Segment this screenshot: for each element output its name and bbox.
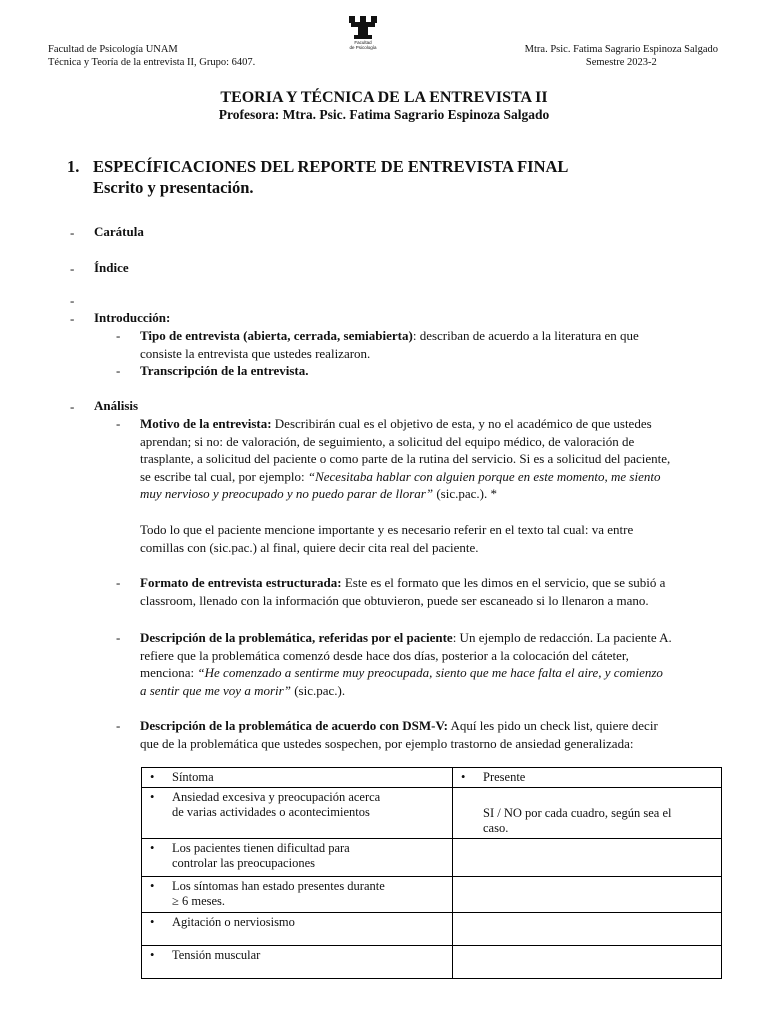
motivo-quote-1: “Necesitaba hablar con alguien porque en este momento, me siento	[307, 468, 661, 484]
desc-line4b: (sic.pac.).	[290, 682, 346, 698]
page-title: TEORIA Y TÉCNICA DE LA ENTREVISTA II	[220, 89, 548, 106]
section-title: ESPECÍFICACIONES DEL REPORTE DE ENTREVISTA FINAL	[93, 157, 569, 176]
sub-dash: -	[116, 630, 121, 645]
intro-tipo	[140, 327, 735, 362]
symptom-cell	[142, 839, 453, 877]
faculty-logo	[338, 16, 388, 56]
sub-dash: -	[116, 416, 121, 431]
bullet-icon: •	[150, 841, 155, 855]
desc-line3a: menciona:	[140, 665, 198, 681]
symptom-text: Los pacientes tienen dificultad para	[172, 841, 350, 855]
item-introduccion: Introducción:	[94, 310, 171, 325]
table-row	[142, 788, 722, 839]
sub-dash: -	[116, 718, 121, 733]
symptom-cell	[142, 946, 453, 979]
present-cell[interactable]	[453, 877, 722, 913]
list-dash: -	[70, 261, 75, 276]
formato-label: Formato de entrevista estructurada:	[140, 575, 342, 590]
table-header-row	[142, 768, 722, 788]
todo-line1: Todo lo que el paciente mencione importante y es necesario referir en el texto tal cual: va entre	[140, 522, 634, 537]
motivo-line3: trasplante, a solicitud del paciente o como parte de la rutina del servicio. Si es a solicitud del paciente,	[140, 451, 671, 467]
logo-caption-2: de Psicología	[349, 45, 377, 50]
desc-quote-1: “He comenzado a sentirme muy preocupada, siento que me hace falta el aire, y comienzo	[197, 665, 663, 681]
analisis-dsm	[140, 717, 735, 752]
col-present-label: Presente	[483, 770, 526, 784]
present-cell[interactable]	[453, 839, 722, 877]
symptom-cell	[142, 877, 453, 913]
item-indice: Índice	[94, 260, 129, 275]
analisis-descripcion	[140, 629, 735, 699]
motivo-line5b: (sic.pac.). *	[433, 486, 497, 502]
present-cell[interactable]	[453, 913, 722, 946]
symptom-text: ≥ 6 meses.	[172, 894, 226, 908]
motivo-quote-2: muy nervioso y preocupado y no puedo parar de llorar”	[140, 486, 434, 502]
bullet-icon: •	[150, 770, 155, 784]
todo-line2: comillas con (sic.pac.) al final, quiere decir cita real del paciente.	[140, 539, 479, 555]
table-row	[142, 946, 722, 979]
header-right	[525, 43, 718, 69]
item-caratula: Carátula	[94, 224, 144, 239]
header-faculty: Facultad de Psicología UNAM	[48, 44, 178, 55]
symptom-cell	[142, 788, 453, 839]
table-row	[142, 839, 722, 877]
motivo-line4a: se escribe tal cual, por ejemplo:	[140, 468, 308, 484]
symptom-text: Tensión muscular	[172, 948, 261, 962]
list-dash: -	[70, 225, 75, 240]
intro-transcripcion-label: Transcripción de la entrevista.	[140, 363, 309, 378]
present-note: SI / NO por cada cuadro, según sea el	[483, 806, 672, 820]
motivo-line1: Describirán cual es el objetivo de esta, y no el académico de que ustedes	[271, 416, 652, 431]
dsm-checklist-table	[141, 767, 722, 979]
symptom-text: Agitación o nerviosismo	[172, 915, 295, 929]
dsm-label: Descripción de la problemática de acuerdo con DSM-V:	[140, 718, 449, 733]
faculty-emblem-icon	[347, 16, 379, 40]
table-row	[142, 913, 722, 946]
formato-line2: classroom, llenado con la información que obtuvieron, puede ser escaneado si lo llenaron a mano.	[140, 592, 649, 608]
col-symptom-label: Síntoma	[172, 770, 214, 784]
bullet-icon: •	[150, 879, 155, 893]
bullet-icon: •	[461, 770, 466, 784]
sub-dash: -	[116, 328, 121, 343]
present-cell[interactable]	[453, 788, 722, 839]
intro-tipo-label: Tipo de entrevista (abierta, cerrada, semiabierta)	[140, 328, 413, 343]
list-dash: -	[70, 293, 75, 308]
desc-line2: refiere que la problemática comenzó desde hace dos días, posterior a la colocación del cáteter,	[140, 647, 629, 663]
table-header-symptom	[142, 768, 453, 788]
section-number: 1.	[67, 157, 80, 176]
header-professor: Mtra. Psic. Fatima Sagrario Espinoza Salgado	[524, 44, 718, 55]
bullet-icon: •	[150, 915, 155, 929]
motivo-label: Motivo de la entrevista:	[140, 416, 272, 431]
header-semester: Semestre 2023-2	[585, 57, 657, 68]
list-dash: -	[70, 311, 75, 326]
symptom-text: de varias actividades o acontecimientos	[172, 805, 370, 819]
present-note: caso.	[483, 821, 509, 835]
desc-label: Descripción de la problemática, referidas por el paciente	[140, 630, 453, 645]
section-subtitle: Escrito y presentación.	[93, 178, 254, 197]
symptom-text: controlar las preocupaciones	[172, 856, 315, 870]
analisis-todo	[140, 521, 735, 556]
bullet-icon: •	[150, 790, 155, 804]
sub-dash: -	[116, 575, 121, 590]
table-header-present	[453, 768, 722, 788]
sub-dash: -	[116, 363, 121, 378]
bullet-icon: •	[150, 948, 155, 962]
analisis-motivo	[140, 415, 735, 503]
desc-line1: : Un ejemplo de redacción. La paciente A.	[452, 630, 672, 645]
item-analisis: Análisis	[94, 398, 139, 413]
motivo-line2: aprendan; si no: de valoración, de seguimiento, a solicitud del equipo médico, de valoración de	[140, 433, 635, 449]
desc-quote-2: a sentir que me voy a morir”	[140, 682, 291, 698]
list-dash: -	[70, 399, 75, 414]
symptom-cell	[142, 913, 453, 946]
intro-tipo-text2: consiste la entrevista que ustedes realizaron.	[140, 345, 371, 361]
intro-tipo-text1: : describan de acuerdo a la literatura en que	[412, 328, 639, 343]
intro-transcripcion	[140, 362, 735, 380]
formato-line1: Este es el formato que les dimos en el servicio, que se subió a	[341, 575, 666, 590]
header-left	[48, 43, 255, 69]
header-course: Técnica y Teoría de la entrevista II, Grupo: 6407.	[48, 57, 256, 68]
symptom-text: Ansiedad excesiva y preocupación acerca	[172, 790, 381, 804]
symptom-text: Los síntomas han estado presentes durante	[172, 879, 385, 893]
page-subtitle: Profesora: Mtra. Psic. Fatima Sagrario Espinoza Salgado	[218, 107, 550, 122]
table-row	[142, 877, 722, 913]
logo-caption-1: Facultad	[354, 40, 372, 45]
present-cell[interactable]	[453, 946, 722, 979]
analisis-formato	[140, 574, 735, 609]
dsm-line2: que de la problemática que ustedes sospechen, por ejemplo trastorno de ansiedad generalizada:	[140, 735, 634, 751]
dsm-line1: Aquí les pido un check list, quiere decir	[448, 718, 658, 733]
